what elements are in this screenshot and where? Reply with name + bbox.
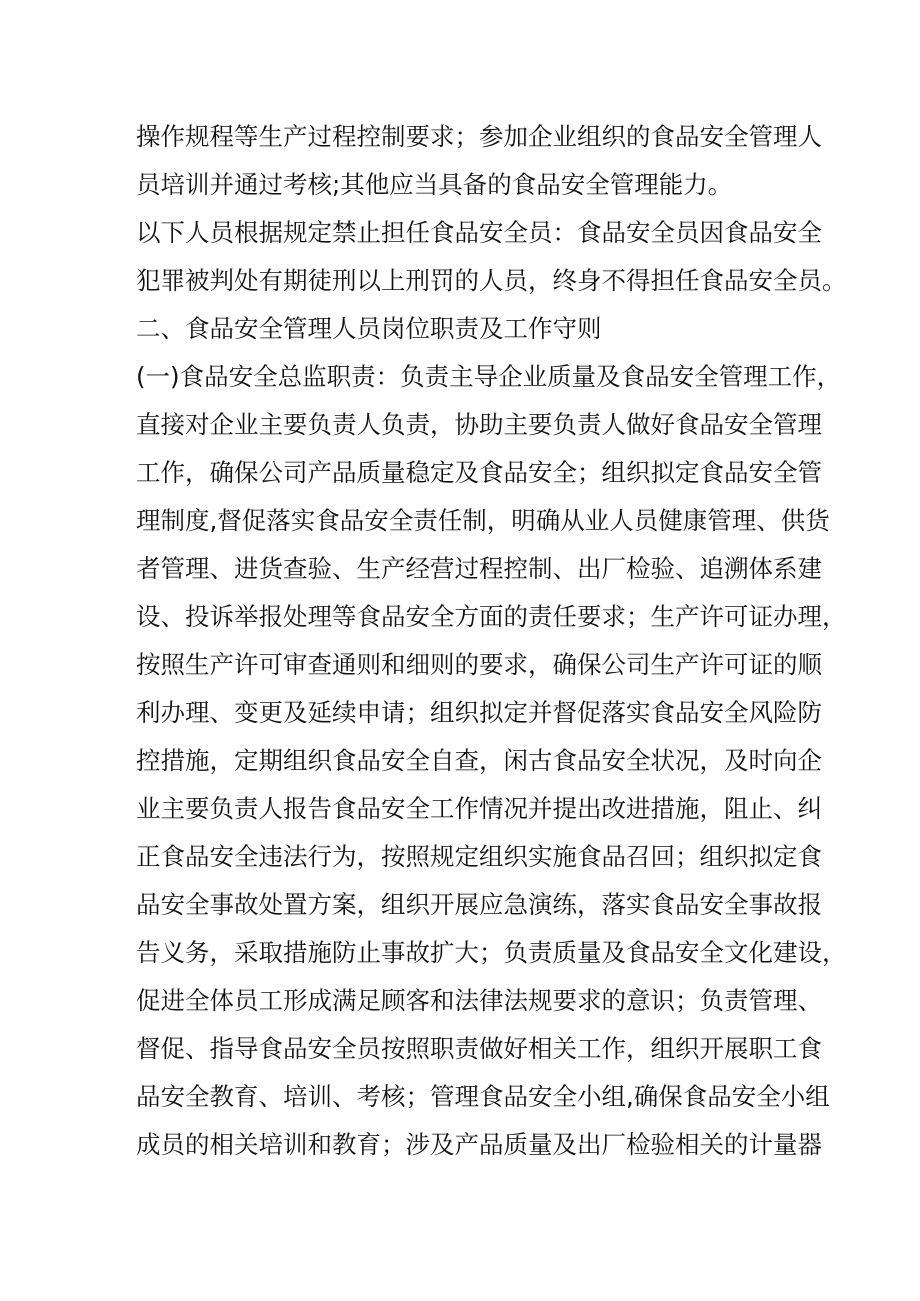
text-line: 督促、指导食品安全员按照职责做好相关工作，组织开展职工食	[136, 1034, 822, 1063]
text-line: 设、投诉举报处理等食品安全方面的责任要求；生产许可证办理，	[136, 602, 847, 631]
text-line: (一)食品安全总监职责：负责主导企业质量及食品安全管理工作，	[136, 362, 842, 391]
text-line: 理制度,督促落实食品安全责任制，明确从业人员健康管理、供货	[136, 506, 830, 535]
section-heading: 二、食品安全管理人员岗位职责及工作守则	[136, 314, 602, 343]
text-line: 者管理、进货查验、生产经营过程控制、出厂检验、追溯体系建	[136, 554, 822, 583]
text-line: 告义务，采取措施防止事故扩大；负责质量及食品安全文化建设，	[136, 938, 847, 967]
text-line: 成员的相关培训和教育；涉及产品质量及出厂检验相关的计量器	[136, 1130, 822, 1159]
document-body	[136, 113, 847, 1169]
text-line: 业主要负责人报告食品安全工作情况并提出改进措施，阻止、纠	[136, 794, 822, 823]
text-line: 品安全教育、培训、考核；管理食品安全小组,确保食品安全小组	[136, 1082, 830, 1111]
text-line: 操作规程等生产过程控制要求；参加企业组织的食品安全管理人	[136, 122, 822, 151]
text-line: 以下人员根据规定禁止担任食品安全员：食品安全员因食品安全	[136, 218, 822, 247]
text-line: 控措施，定期组织食品安全自查，闲古食品安全状况，及时向企	[136, 746, 822, 775]
text-line: 直接对企业主要负责人负责，协助主要负责人做好食品安全管理	[136, 410, 822, 439]
text-line: 促进全体员工形成满足顾客和法律法规要求的意识；负责管理、	[136, 986, 822, 1015]
text-line: 品安全事故处置方案，组织开展应急演练，落实食品安全事故报	[136, 890, 822, 919]
text-line: 利办理、变更及延续申请；组织拟定并督促落实食品安全风险防	[136, 698, 822, 727]
text-line: 犯罪被判处有期徒刑以上刑罚的人员，终身不得担任食品安全员。	[136, 266, 847, 295]
text-line: 正食品安全违法行为，按照规定组织实施食品召回；组织拟定食	[136, 842, 822, 871]
text-line: 按照生产许可审查通则和细则的要求，确保公司生产许可证的顺	[136, 650, 822, 679]
text-line: 员培训并通过考核;其他应当具备的食品安全管理能力。	[136, 170, 733, 199]
text-line: 工作，确保公司产品质量稳定及食品安全；组织拟定食品安全管	[136, 458, 822, 487]
